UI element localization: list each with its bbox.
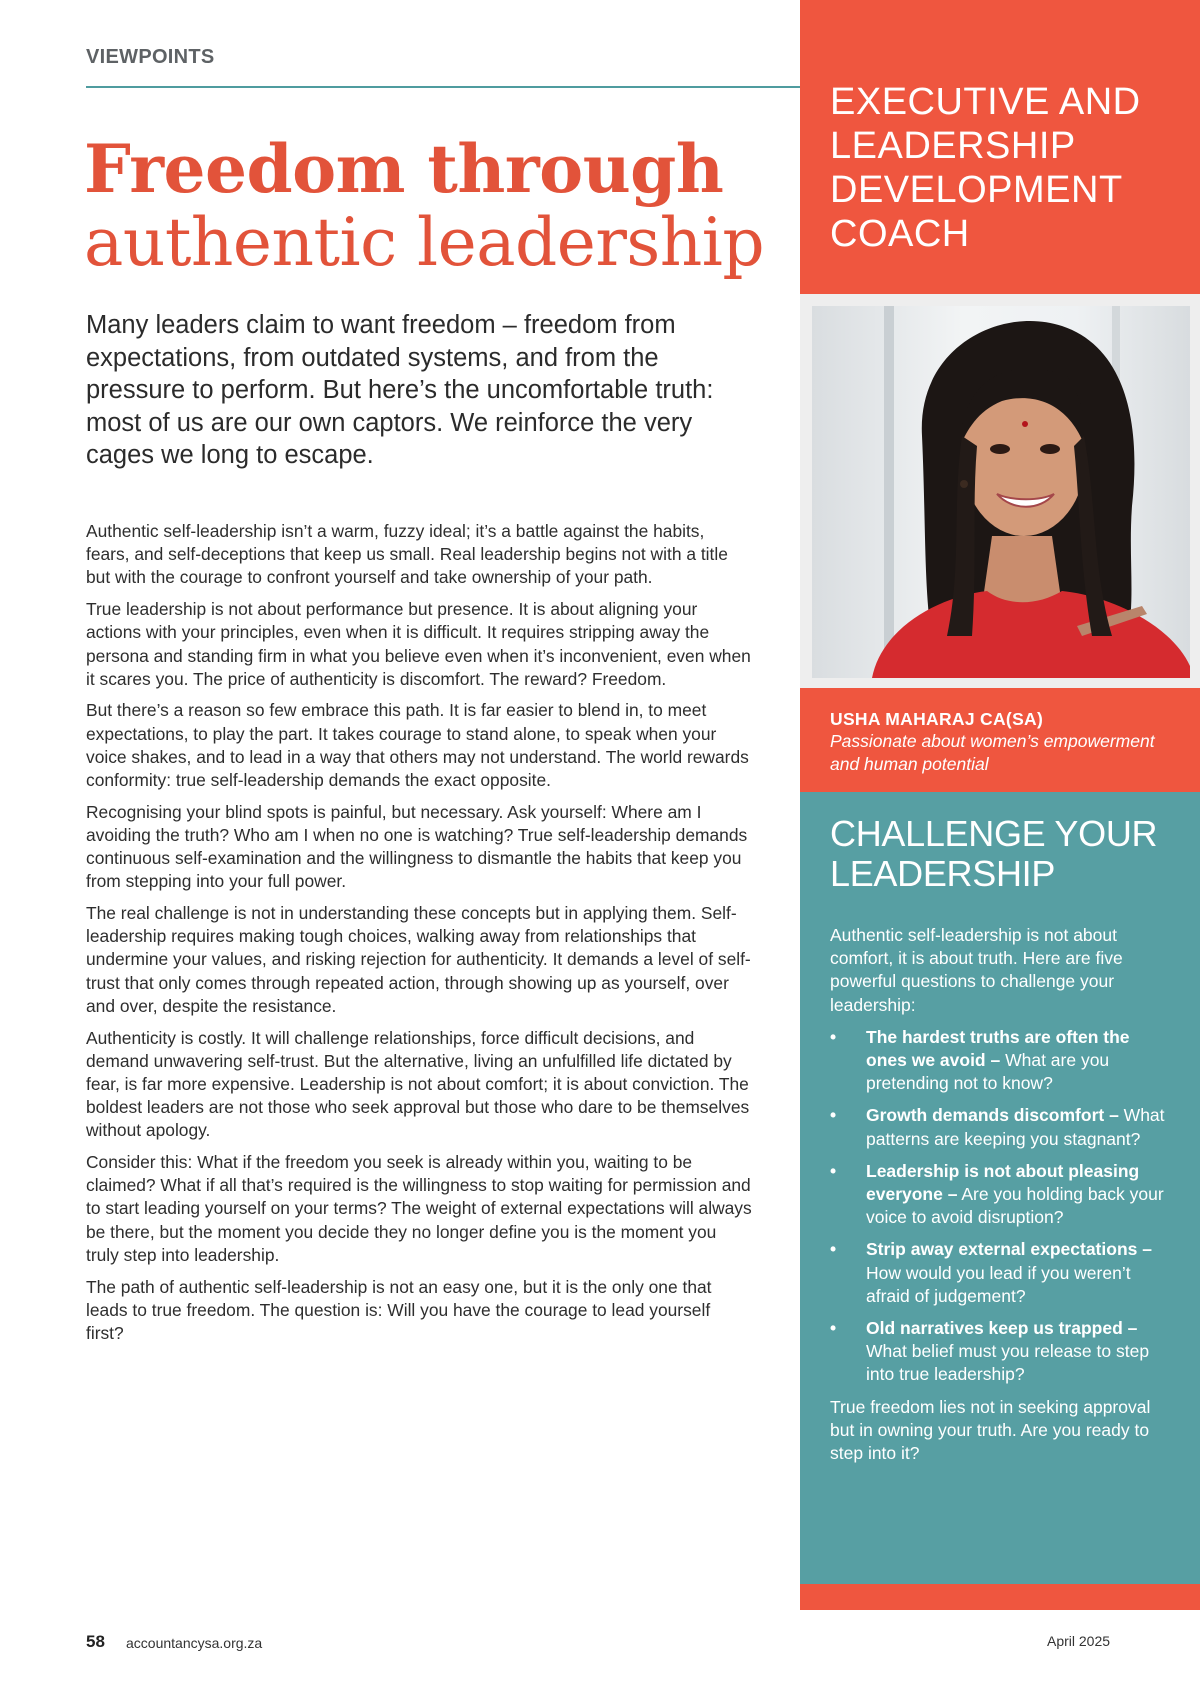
list-item	[830, 1160, 1172, 1230]
question-text: What are you pretending not to know?	[866, 1050, 1110, 1094]
question-text: What patterns are keeping you stagnant?	[866, 1105, 1165, 1149]
challenge-box	[800, 792, 1200, 1584]
challenge-questions	[830, 1026, 1172, 1387]
challenge-intro: Authentic self-leadership is not about comfort, it is about truth. Here are five powerful questions to challenge your leadership:	[830, 925, 1123, 1015]
question-heading: The hardest truths are often the ones we avoid –	[866, 1026, 1130, 1071]
bullet-icon: •	[830, 1318, 837, 1339]
article-lead: Many leaders claim to want freedom – freedom from expectations, from outdated systems, and from the pressure to perform. But here’s the uncomfortable truth: most of us are our own captors. We reinforce the very cages we long to escape.	[86, 311, 714, 469]
challenge-title: CHALLENGE YOUR LEADERSHIP	[830, 813, 1158, 894]
author-role-title: EXECUTIVE AND LEADERSHIP DEVELOPMENT COACH	[830, 81, 1141, 255]
author-portrait	[812, 306, 1190, 678]
list-item	[830, 1238, 1172, 1308]
author-description: Passionate about women’s empowerment and human potential	[830, 731, 1155, 774]
question-text: What belief must you release to step into true leadership?	[866, 1341, 1150, 1385]
body-paragraph: The path of authentic self-leadership is not an easy one, but it is the only one that leads to true freedom. The question is: Will you have the courage to lead yourself first?	[86, 1276, 712, 1343]
body-paragraph: But there’s a reason so few embrace this path. It is far easier to blend in, to meet expectations, to play the part. It takes courage to stand alone, to speak when your voice shakes, and to lead in a way that others may not understand. The world rewards conformity: true self-leadership demands the exact opposite.	[86, 700, 749, 791]
sidebar-header	[800, 0, 1200, 294]
article-body	[86, 520, 752, 1354]
list-item	[830, 1026, 1172, 1096]
body-paragraph: True leadership is not about performance but presence. It is about aligning your actions with your principles, even when it is difficult. It requires stripping away the persona and standing firm in what you believe even when it’s inconvenient, even when it scares you. The price of authenticity is discomfort. The reward? Freedom.	[86, 599, 751, 689]
bullet-icon: •	[830, 1239, 837, 1260]
section-label: VIEWPOINTS	[86, 46, 215, 68]
page-number: 58	[86, 1632, 105, 1651]
headline-line-1: Freedom through	[84, 130, 724, 208]
body-paragraph: Recognising your blind spots is painful, but necessary. Ask yourself: Where am I avoiding the truth? Who am I when no one is watching? True self-leadership demands continuous self-examination and the willingness to dismantle the habits that keep you from stepping into your full power.	[86, 801, 748, 892]
body-paragraph: Authentic self-leadership isn’t a warm, fuzzy ideal; it’s a battle against the habits, fears, and self-deceptions that keep us small. Real leadership begins not with a title but with the courage to confront yourself and take ownership of your path.	[86, 521, 728, 588]
issue-date: April 2025	[1047, 1633, 1111, 1649]
question-text: Are you holding back your voice to avoid disruption?	[866, 1184, 1164, 1228]
article-headline	[84, 132, 794, 280]
list-item	[830, 1104, 1172, 1150]
question-text: How would you lead if you weren’t afraid of judgement?	[866, 1262, 1131, 1306]
body-paragraph: The real challenge is not in understanding these concepts but in applying them. Self-leadership requires making tough choices, walking away from relationships that undermine your values, and risking rejection for authenticity. It demands a level of self-trust that only comes through repeated action, through showing up as yourself, over and over, despite the resistance.	[86, 903, 751, 1016]
question-heading: Leadership is not about pleasing everyone –	[866, 1160, 1140, 1205]
bullet-icon: •	[830, 1160, 837, 1181]
author-sidebar	[800, 0, 1200, 1610]
headline-line-2: authentic leadership	[84, 204, 765, 281]
body-paragraph: Consider this: What if the freedom you seek is already within you, waiting to be claimed? What if all that’s required is the willingness to stop waiting for permission and to start leading yourself on your terms? The weight of external expectations will always be there, but the moment you decide they no longer define you is the moment you truly step into leadership.	[86, 1152, 752, 1265]
bullet-icon: •	[830, 1105, 837, 1126]
author-name: USHA MAHARAJ CA(SA)	[830, 709, 1044, 729]
sidebar-footer-bar	[800, 1584, 1200, 1610]
bullet-icon: •	[830, 1026, 837, 1047]
question-heading: Strip away external expectations –	[866, 1239, 1152, 1260]
challenge-outro: True freedom lies not in seeking approval but in owning your truth. Are you ready to step into it?	[830, 1396, 1151, 1464]
footer-site-link[interactable]: accountancysa.org.za	[126, 1635, 263, 1651]
question-heading: Growth demands discomfort –	[866, 1105, 1119, 1126]
question-heading: Old narratives keep us trapped –	[866, 1318, 1138, 1339]
body-paragraph: Authenticity is costly. It will challenge relationships, force difficult decisions, and demand unwavering self-trust. But the alternative, living an unfulfilled life dictated by fear, is far more expensive. Leadership is not about comfort; it is about conviction. The boldest leaders are not those who seek approval but those who dare to be themselves without apology.	[86, 1027, 750, 1141]
section-divider	[86, 86, 800, 88]
list-item	[830, 1317, 1172, 1387]
author-byline	[800, 688, 1200, 792]
